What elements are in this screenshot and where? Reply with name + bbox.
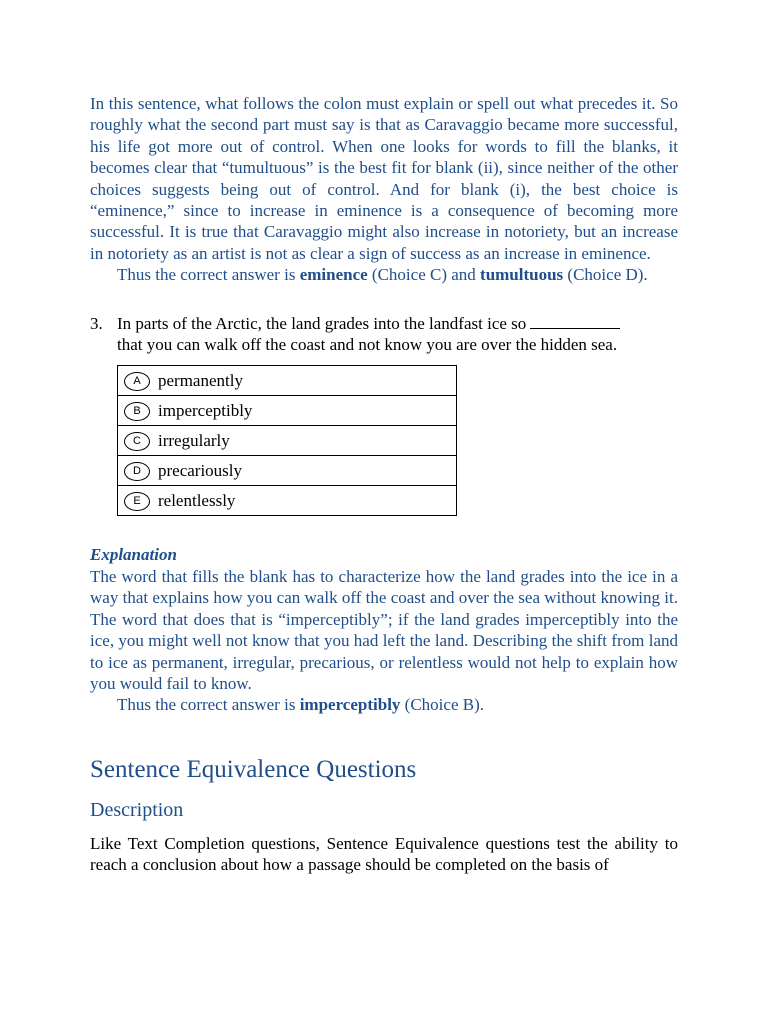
choice-oval[interactable]: A: [124, 372, 150, 391]
choice-row[interactable]: [118, 396, 457, 426]
choice-label: imperceptibly: [158, 400, 253, 420]
answer-word-2: tumultuous: [480, 265, 564, 285]
question-number: 3.: [90, 313, 103, 333]
answer-line: [90, 694, 678, 715]
choice-oval[interactable]: C: [124, 432, 150, 451]
explanation-paragraph-prev: In this sentence, what follows the colon must explain or spell out what precedes it. So roughly what the second part must say is that as Caravaggio became more successful, his life got more out of control. When one looks for words to fill the blanks, it becomes clear that “tumultuous” is the best fit for blank (ii), since neither of the other choices suggests being out of control. And for blank (i), the best choice is “eminence,” since to increase in eminence is a consequence of becoming more successful. It is true that Caravaggio might also increase in notoriety, but an increase in notoriety as an artist is not as clear a sign of success as an increase in eminence.: [90, 94, 678, 263]
choice-oval[interactable]: D: [124, 462, 150, 481]
page-content: [90, 93, 678, 876]
explanation-paragraph: The word that fills the blank has to characterize how the land grades into the ice in a way that explains how you can walk off the coast and over the sea without knowing it. The word that does that is “imperceptibly”; if the land grades imperceptibly into the ice, you might well not know that you had left the land. Describing the shift from land to ice as permanent, irregular, precarious, or relentless would not help to explain how you would fail to know.: [90, 566, 678, 693]
answer-choices-table: [117, 365, 457, 516]
answer-line-prev: [90, 264, 678, 285]
section-body: Like Text Completion questions, Sentence Equivalence questions test the ability to reach a conclusion about how a passage should be completed on the basis of: [90, 833, 678, 875]
choice-oval[interactable]: E: [124, 492, 150, 511]
choice-oval[interactable]: B: [124, 402, 150, 421]
answer-word-1: eminence: [299, 265, 368, 285]
choice-row[interactable]: [118, 456, 457, 486]
answer-word: imperceptibly: [299, 695, 401, 715]
answer-prefix: Thus the correct answer is: [117, 265, 300, 285]
answer-prefix: Thus the correct answer is: [117, 695, 300, 715]
answer-choice: (Choice B).: [400, 695, 484, 715]
question-text-before-blank: In parts of the Arctic, the land grades into the landfast ice so: [117, 313, 527, 333]
question-blank: [530, 314, 620, 329]
explanation-heading: Explanation: [90, 545, 177, 565]
choice-label: relentlessly: [158, 490, 236, 510]
choice-label: precariously: [158, 460, 243, 480]
choice-row[interactable]: [118, 426, 457, 456]
choice-row[interactable]: [118, 366, 457, 396]
choice-label: irregularly: [158, 430, 230, 450]
answer-choice-2: (Choice D).: [563, 265, 648, 285]
choice-row[interactable]: [118, 486, 457, 516]
answer-choice-1: (Choice C) and: [367, 265, 481, 285]
choice-label: permanently: [158, 370, 243, 390]
question-3: [90, 313, 678, 356]
question-text-after-blank: that you can walk off the coast and not know you are over the hidden sea.: [117, 335, 618, 355]
section-subtitle: Description: [90, 798, 184, 821]
section-title: Sentence Equivalence Questions: [90, 755, 417, 783]
